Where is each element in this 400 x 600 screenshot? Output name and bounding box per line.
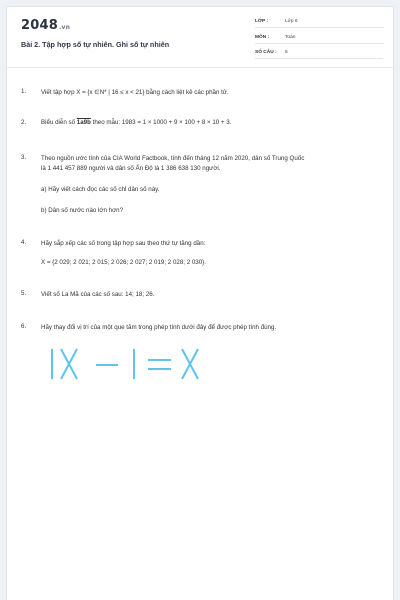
question-4-number: 4. — [21, 239, 27, 246]
question-2-overline-number: 1a9b — [76, 119, 91, 126]
logo-suffix: .vn — [58, 24, 71, 31]
question-4-text: Hãy sắp xếp các số trong tập hợp sau theo thứ tự tăng dần: — [41, 240, 206, 247]
site-logo[interactable] — [21, 18, 70, 33]
meta-count-label: SỐ CÂU : — [255, 50, 277, 55]
worksheet-header — [7, 7, 393, 68]
meta-class-row — [255, 16, 383, 28]
question-1-text: Viết tập hợp X = {x ∈N* | 16 ≤ x < 21} bằng cách liệt kê các phần tử. — [41, 89, 229, 96]
meta-class-value: Lớp 6 — [285, 19, 298, 24]
question-2-text — [41, 118, 385, 128]
meta-subject-row — [255, 32, 383, 44]
question-4-set: X = {2 029; 2 021; 2 015; 2 026; 2 027; 2 019; 2 028; 2 030}. — [41, 259, 206, 266]
logo-main: 2048 — [21, 18, 58, 33]
question-5-number: 5. — [21, 290, 27, 297]
meta-count-row — [255, 47, 383, 59]
question-3-sub-a: a) Hãy viết cách đọc các số chỉ dân số này. — [41, 186, 160, 193]
question-5-text: Viết số La Mã của các số sau: 14; 18; 26. — [41, 291, 155, 298]
meta-class-label: LỚP : — [255, 19, 269, 24]
question-2-number: 2. — [21, 119, 27, 126]
question-6-number: 6. — [21, 323, 27, 330]
question-3-sub-b: b) Dân số nước nào lớn hơn? — [41, 207, 124, 214]
meta-subject-value: Toán — [285, 35, 296, 40]
question-3-line-1: Theo nguồn ước tính của CIA World Factbook, tính đến tháng 12 năm 2020, dân số Trung Quốc — [41, 155, 305, 162]
lesson-title: Bài 2. Tập hợp số tự nhiên. Ghi số tự nhiên — [21, 40, 170, 49]
worksheet-page — [6, 6, 394, 600]
meta-subject-label: MÔN : — [255, 35, 270, 40]
question-3-line-2: là 1 441 457 889 người và dân số Ấn Độ là 1 386 638 130 người. — [41, 165, 221, 172]
question-1-number: 1. — [21, 88, 27, 95]
question-2-pre: Biểu diễn số — [41, 119, 77, 126]
matchstick-equation-figure — [39, 347, 209, 383]
meta-count-value: 6 — [285, 50, 288, 55]
question-6-text: Hãy thay đổi vị trí của một que tăm trong phép tính dưới đây để được phép tính đúng. — [41, 324, 277, 331]
question-3-number: 3. — [21, 154, 27, 161]
question-2-post: theo mẫu: 1983 = 1 × 1000 + 9 × 100 + 8 × 10 + 3. — [90, 119, 232, 126]
